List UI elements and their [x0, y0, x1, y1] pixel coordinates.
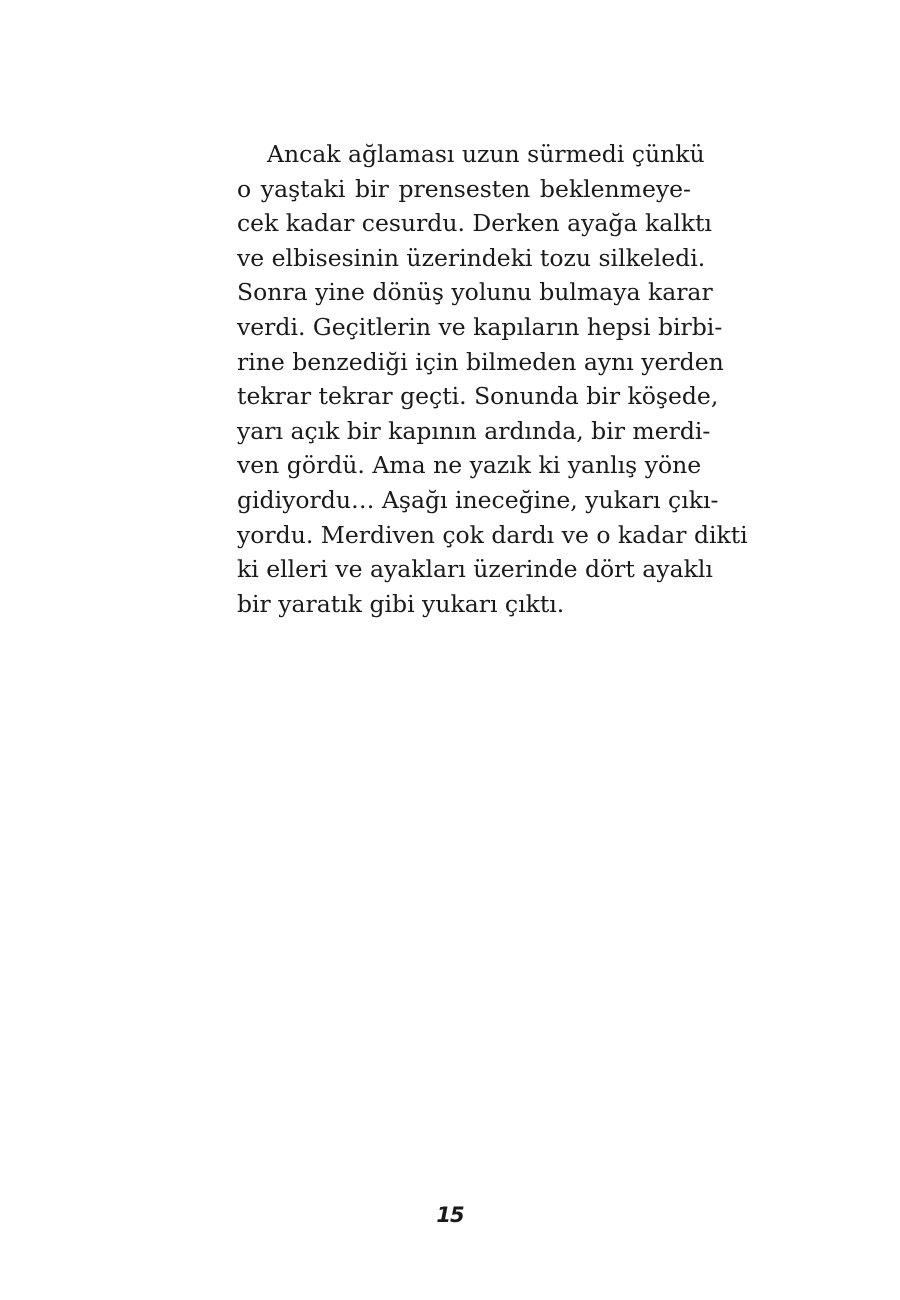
- text-line: Sonra yine dönüş yolunu bulmaya karar: [237, 278, 713, 307]
- text-line: cek kadar cesurdu. Derken ayağa kalktı: [237, 209, 712, 238]
- text-line: ki elleri ve ayakları üzerinde dört ayaklı: [237, 555, 713, 584]
- text-line: gidiyordu… Aşağı ineceğine, yukarı çıkı-: [237, 485, 719, 514]
- page-number: 15: [436, 1203, 464, 1227]
- text-line: verdi. Geçitlerin ve kapıların hepsi birbi-: [237, 312, 723, 341]
- text-line: ven gördü. Ama ne yazık ki yanlış yöne: [237, 451, 702, 480]
- text-line: yarı açık bir kapının ardında, bir merdi-: [237, 416, 711, 445]
- text-line: o yaştaki bir prensesten beklenmeye-: [237, 174, 691, 203]
- text-line: bir yaratık gibi yukarı çıktı.: [237, 589, 565, 618]
- text-line: rine benzediği için bilmeden aynı yerden: [237, 347, 724, 376]
- body-paragraph: [237, 137, 748, 621]
- text-line: ve elbisesinin üzerindeki tozu silkeledi.: [237, 243, 706, 272]
- text-line: yordu. Merdiven çok dardı ve o kadar dikti: [237, 520, 748, 549]
- text-line: tekrar tekrar geçti. Sonunda bir köşede,: [237, 382, 719, 411]
- text-line: Ancak ağlaması uzun sürmedi çünkü: [267, 140, 705, 168]
